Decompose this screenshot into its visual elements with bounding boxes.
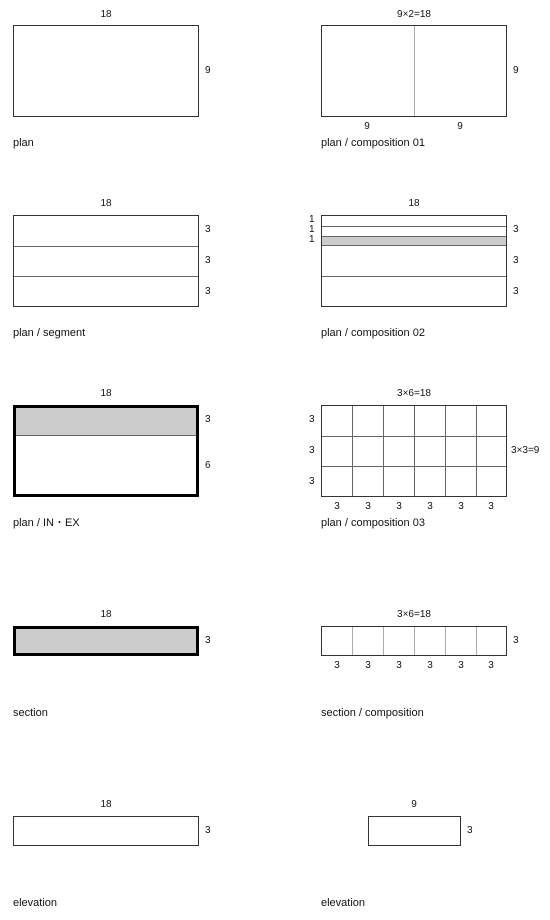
plan-rectangle [321, 25, 507, 117]
dimension-label-top: 18 [100, 198, 112, 209]
dimension-label-top: 9×2=18 [397, 9, 431, 20]
dimension-label-top: 18 [100, 609, 112, 620]
dimension-label-top: 18 [408, 198, 420, 209]
dimension-label-right: 3 [467, 825, 473, 836]
grid-line [383, 627, 384, 655]
caption: section / composition [321, 707, 424, 719]
dimension-label-bottom: 3 [427, 501, 433, 512]
dimension-label-bottom: 3 [488, 660, 494, 671]
dimension-label-right: 3 [513, 635, 519, 646]
caption: plan [13, 137, 34, 149]
dimension-label-right: 3 [205, 635, 211, 646]
segment-line [322, 226, 506, 227]
grid-rectangle [321, 405, 507, 497]
caption: plan / composition 03 [321, 517, 425, 529]
dimension-label-left: 1 [309, 234, 315, 245]
caption: plan / segment [13, 327, 86, 339]
caption: section [13, 707, 48, 719]
segment-line [14, 276, 198, 277]
dimension-label-bottom: 3 [334, 501, 340, 512]
dimension-label-top: 9 [411, 799, 417, 810]
dimension-label-top: 18 [100, 799, 112, 810]
dimension-label-right: 3 [513, 224, 519, 235]
dimension-label-right: 3 [205, 286, 211, 297]
grid-line [352, 406, 353, 496]
plan-rectangle [13, 215, 199, 307]
dimension-label-right: 9 [513, 65, 519, 76]
divider-line [414, 26, 415, 116]
dimension-label-right: 3 [513, 255, 519, 266]
dimension-label-left: 3 [309, 445, 315, 456]
dimension-label-right: 3 [513, 286, 519, 297]
caption: plan / composition 02 [321, 327, 425, 339]
grid-line [414, 406, 415, 496]
dimension-label-right: 3 [205, 224, 211, 235]
grid-line [322, 466, 506, 467]
dimension-label-bottom: 3 [488, 501, 494, 512]
caption: elevation [13, 897, 58, 909]
shaded-band [322, 236, 506, 246]
grid-line [445, 406, 446, 496]
dimension-label-bottom: 3 [458, 660, 464, 671]
dimension-label-bottom: 3 [458, 501, 464, 512]
grid-line [445, 627, 446, 655]
caption: plan / IN・EX [13, 517, 80, 529]
dimension-label-left: 3 [309, 414, 315, 425]
dimension-label-bottom: 3 [365, 501, 371, 512]
grid-line [476, 627, 477, 655]
shaded-band [16, 408, 196, 436]
dimension-label-top: 18 [100, 9, 112, 20]
dimension-label-bottom: 9 [457, 121, 463, 132]
dimension-label-top: 3×6=18 [397, 609, 431, 620]
dimension-label-right: 3 [205, 414, 211, 425]
grid-line [476, 406, 477, 496]
dimension-label-left: 1 [309, 214, 315, 225]
plan-rectangle-thick [13, 405, 199, 497]
dimension-label-top: 18 [100, 388, 112, 399]
segment-line [14, 246, 198, 247]
caption: elevation [321, 897, 366, 909]
dimension-label-bottom: 3 [365, 660, 371, 671]
grid-line [322, 436, 506, 437]
dimension-label-right: 3 [205, 825, 211, 836]
grid-line [414, 627, 415, 655]
dimension-label-bottom: 3 [334, 660, 340, 671]
dimension-label-left: 1 [309, 224, 315, 235]
dimension-label-right: 3×3=9 [511, 445, 540, 456]
plan-rectangle [13, 25, 199, 117]
dimension-label-right: 6 [205, 460, 211, 471]
dimension-label-bottom: 3 [427, 660, 433, 671]
caption: plan / composition 01 [321, 137, 425, 149]
dimension-label-bottom: 9 [364, 121, 370, 132]
elevation-rectangle [368, 816, 461, 846]
section-grid-rectangle [321, 626, 507, 656]
segment-line [322, 276, 506, 277]
grid-line [383, 406, 384, 496]
dimension-label-top: 3×6=18 [397, 388, 431, 399]
grid-line [352, 627, 353, 655]
dimension-label-left: 3 [309, 476, 315, 487]
dimension-label-bottom: 3 [396, 660, 402, 671]
dimension-label-right: 9 [205, 65, 211, 76]
plan-rectangle [321, 215, 507, 307]
dimension-label-bottom: 3 [396, 501, 402, 512]
dimension-label-right: 3 [205, 255, 211, 266]
section-rectangle-thick [13, 626, 199, 656]
elevation-rectangle [13, 816, 199, 846]
